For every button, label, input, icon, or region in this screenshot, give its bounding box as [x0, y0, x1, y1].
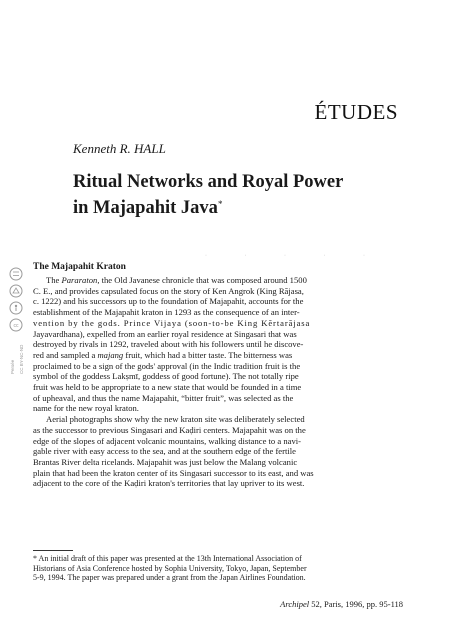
paragraph-1-line: C. E., and provides capsulated focus on the story of Ken Angrok (King Rājasa,: [33, 285, 304, 296]
paragraph-1-line: c. 1222) and his successors up to the foundation of Majapahit, accounts for the: [33, 296, 304, 307]
paragraph-1-line: establishment of the Majapahit kraton in 1293 as the consequence of an inter-: [33, 307, 300, 318]
license-badges-icon: [3, 256, 29, 376]
paragraph-2-line: Aerial photographs show why the new kraton site was deliberately selected: [46, 414, 305, 425]
paragraph-1-line: proclaimed to be a sign of the gods' approval (in the Indic tradition fruit is the: [33, 360, 301, 371]
paragraph-1-line: fruit was held to be appropriate to a new state that would be founded in a time: [33, 382, 302, 393]
license-sidebar: [3, 256, 29, 376]
title-line-2-text: in Majapahit Java: [73, 198, 218, 218]
footnote-line: * An initial draft of this paper was presented at the 13th International Association of: [33, 554, 302, 563]
scan-artifact-dots: · · · · ·: [205, 253, 383, 259]
svg-text:cc: cc: [13, 323, 19, 329]
journal-citation: [280, 599, 403, 609]
paragraph-2-line: as the successor to previous Singasari and Kaḍiri centers. Majapahit was on the: [33, 424, 306, 435]
paragraph-2-line: edge of the slopes of adjacent volcanic mountains, walking distance to a navi-: [33, 435, 301, 446]
footnote-line: 5-9, 1994. The paper was prepared under a grant from the Japan Airlines Foundation.: [33, 573, 306, 583]
journal-name: Archipel: [280, 599, 310, 609]
footnote: [33, 554, 403, 583]
section-title: ÉTUDES: [314, 100, 398, 124]
paragraph-1: [33, 275, 401, 414]
paragraph-2: [33, 414, 401, 489]
paragraph-2-line: plain that had been the kraton center of its Singasari successor to its east, and was: [33, 467, 314, 478]
footnote-rule: [33, 550, 73, 551]
paragraph-1-line: destroyed by rivals in 1292, traveled about with his followers until he discove-: [33, 339, 304, 350]
paragraph-1-line: The Pararaton, the Old Javanese chronicle that was composed around 1500: [46, 275, 307, 285]
paragraph-1-line: red and sampled a majang fruit, which had a bitter taste. The bitterness was: [33, 349, 293, 360]
citation-details: 52, Paris, 1996, pp. 95-118: [311, 599, 403, 609]
paragraph-2-line: Brantas River delta ricelands. Majapahit was just below the Malang volcanic: [33, 456, 298, 467]
paragraph-1-line: vention by the gods. Prince Vijaya (soon-to-be King Kĕrtarājasa: [33, 317, 311, 328]
paragraph-1-line: symbol of the goddess Lakṣmī, goddess of good fortune). The not totally ripe: [33, 371, 299, 382]
article-title: [73, 171, 403, 219]
title-footnote-mark: *: [217, 199, 223, 209]
section-subheading: The Majapahit Kraton: [33, 262, 126, 272]
paragraph-1-line: Jayavardhana), expelled from an earlier royal residence at Singasari that was: [33, 328, 297, 339]
author-name: Kenneth R. HALL: [73, 141, 166, 156]
title-line-2: [73, 193, 403, 219]
license-label-a: Persée: [10, 359, 15, 374]
paragraph-1-line: of upheaval, and thus the name Majapahit, “bitter fruit”, was selected as the: [33, 392, 294, 403]
license-label-b: CC BY-NC-ND: [19, 344, 24, 374]
paragraph-2-line: gable river with easy access to the sea, and at the southern edge of the fertile: [33, 446, 296, 457]
paragraph-1-line: name for the new royal kraton.: [33, 403, 139, 414]
footnote-line: Historians of Asia Conference hosted by Sophia University, Tokyo, Japan, September: [33, 563, 307, 573]
paragraph-2-line: adjacent to the core of the Kaḍiri kraton's territories that lay upriver to its west.: [33, 478, 305, 489]
article-body: [33, 262, 401, 489]
title-line-1: Ritual Networks and Royal Power: [73, 172, 344, 192]
